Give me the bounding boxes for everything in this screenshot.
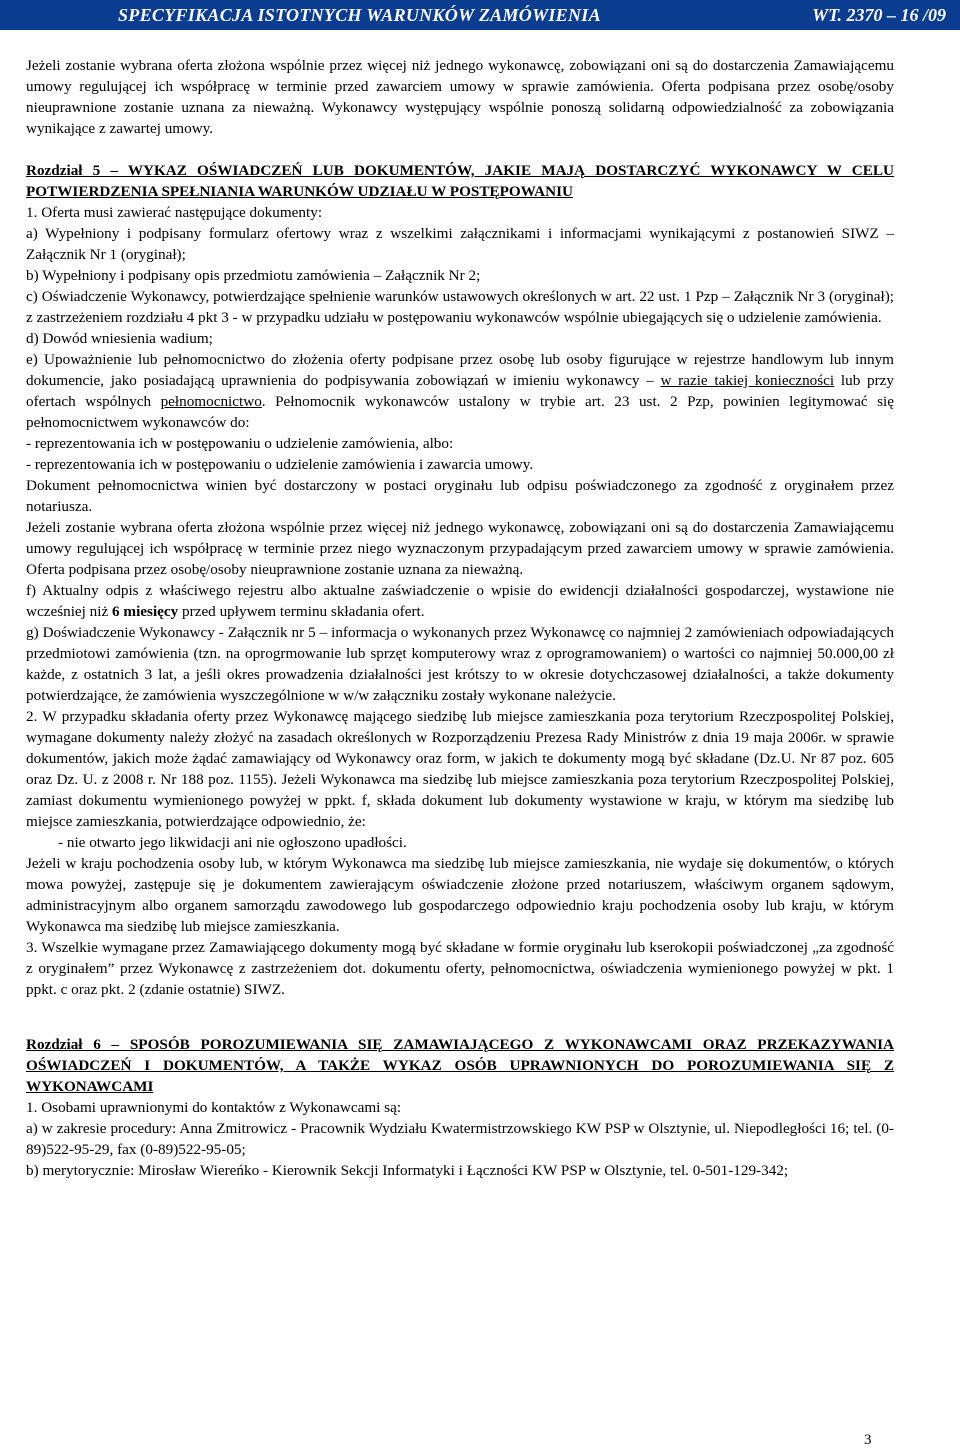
- section-5-heading: Rozdział 5 – WYKAZ OŚWIADCZEŃ LUB DOKUMENTÓW, JAKIE MAJĄ DOSTARCZYĆ WYKONAWCY W CELU POTWIERDZENIA SPEŁNIANIA WARUNKÓW UDZIAŁU W POSTĘPOWANIU: [26, 162, 894, 200]
- section-5-item-a: a) Wypełniony i podpisany formularz ofertowy wraz z wszelkimi załącznikami i informacjami wynikającymi z postanowień SIWZ – Załącznik Nr 1 (oryginał);: [26, 225, 894, 263]
- item-f-text-2: przed upływem terminu składania ofert.: [178, 603, 425, 620]
- item-e-dash-1: - reprezentowania ich w postępowaniu o udzielenie zamówienia, albo:: [26, 435, 454, 452]
- section-5-item-f: [26, 580, 894, 622]
- section-6-item-a: a) w zakresie procedury: Anna Zmitrowicz - Pracownik Wydziału Kwatermistrzowskiego KW PSP w Olsztynie, ul. Niepodległości 16; tel. (0-89)522-95-29, fax (0-89)522-95-05;: [26, 1120, 894, 1158]
- header-title: SPECYFIKACJA ISTOTNYCH WARUNKÓW ZAMÓWIENIA: [118, 5, 601, 25]
- document-header: [0, 0, 960, 30]
- section-5-item-e: [26, 349, 894, 433]
- section-6-item-1: 1. Osobami uprawnionymi do kontaktów z Wykonawcami są:: [26, 1099, 402, 1116]
- intro-paragraph: Jeżeli zostanie wybrana oferta złożona wspólnie przez więcej niż jednego wykonawcę, zobowiązani oni są do dostarczenia Zamawiającemu umowy regulującej ich współpracę w terminie przed zawarciem umowy w sprawie zamówienia. Oferta podpisana przez osobę/osoby nieuprawnione zostanie uznana za nieważną. Wykonawcy występujący wspólnie ponoszą solidarną odpowiedzialność za zobowiązania wynikające z zawartej umowy.: [26, 57, 894, 137]
- section-6-item-b: b) merytorycznie: Mirosław Wiereńko - Kierownik Sekcji Informatyki i Łączności KW PSP w Olsztynie, tel. 0-501-129-342;: [26, 1162, 789, 1179]
- section-5-item-b: b) Wypełniony i podpisany opis przedmiotu zamówienia – Załącznik Nr 2;: [26, 267, 481, 284]
- page-number: 3: [864, 1432, 872, 1448]
- section-6-heading: Rozdział 6 – SPOSÓB POROZUMIEWANIA SIĘ ZAMAWIAJĄCEGO Z WYKONAWCAMI ORAZ PRZEKAZYWANIA OŚWIADCZEŃ I DOKUMENTÓW, A TAKŻE WYKAZ OSÓB UPRAWNIONYCH DO POROZUMIEWANIA SIĘ Z WYKONAWCAMI: [26, 1036, 894, 1095]
- section-5-item-d: d) Dowód wniesienia wadium;: [26, 330, 213, 347]
- header-reference: WT. 2370 – 16 /09: [812, 5, 946, 25]
- item-e-joint-offer-note: Jeżeli zostanie wybrana oferta złożona wspólnie przez więcej niż jednego wykonawcę, zobowiązani oni są do dostarczenia Zamawiającemu umowy regulującej ich współpracę w terminie przez niego wyznaczonym przypadającym przed zawarciem umowy w sprawie zamówienia. Oferta podpisana przez osobę/osoby nieuprawnione zostanie uznana za nieważną.: [26, 519, 894, 578]
- item-e-text-2: lub przy ofertach wspólnych: [26, 372, 895, 410]
- item-f-text-1: f) Aktualny odpis z właściwego rejestru albo aktualne zaświadczenie o wpisie do ewidencji działalności gospodarczej, wystawione nie wcześniej niż: [26, 582, 894, 620]
- item-2-continuation: Jeżeli w kraju pochodzenia osoby lub, w którym Wykonawca ma siedzibę lub miejsce zamieszkania, nie wydaje się dokumentów, o których mowa powyżej, zastępuje się je dokumentem zawierającym oświadczenie złożone przed notariuszem, właściwym organem sądowym, administracyjnym albo organem samorządu zawodowego lub gospodarczego odpowiednio kraju pochodzenia osoby lub kraju, w którym Wykonawca ma siedzibę lub miejsce zamieszkania.: [26, 855, 894, 935]
- item-2-dash: - nie otwarto jego likwidacji ani nie ogłoszono upadłości.: [58, 834, 407, 851]
- section-5-item-c: c) Oświadczenie Wykonawcy, potwierdzające spełnienie warunków ustawowych określonych w art. 22 ust. 1 Pzp – Załącznik Nr 3 (oryginał); z zastrzeżeniem rozdziału 4 pkt 3 - w przypadku udziału w postępowaniu wykonawców wspólnie ubiegających się o udzielenie zamówienia.: [26, 288, 894, 326]
- section-5-item-g: g) Doświadczenie Wykonawcy - Załącznik nr 5 – informacja o wykonanych przez Wykonawcę co najmniej 2 zamówieniach odpowiadających przedmiotowi zamówienia (tzn. na oprogrmowanie lub sprzęt komputerowy wraz z oprogramowaniem) o wartości co najmniej 50.000,00 zł każde, z ostatnich 3 lat, a jeśli okres prowadzenia działalności jest krótszy to w okresie dotychczasowej działalności, a także dokumenty potwierdzające, że zamówienia wyszczególnione w w/w załączniku zostały wykonane należycie.: [26, 624, 894, 704]
- item-e-dash-2: - reprezentowania ich w postępowaniu o udzielenie zamówienia i zawarcia umowy.: [26, 456, 534, 473]
- item-e-text-3: . Pełnomocnik wykonawców ustalony w trybie art. 23 ust. 2 Pzp, powinien legitymować się pełnomocnictwem wykonawców do:: [26, 393, 894, 431]
- item-e-document-note: Dokument pełnomocnictwa winien być dostarczony w postaci oryginału lub odpisu poświadczonego za zgodność z oryginałem przez notariusza.: [26, 477, 894, 515]
- section-5-item-3: 3. Wszelkie wymagane przez Zamawiającego dokumenty mogą być składane w formie oryginału lub kserokopii poświadczonej „za zgodność z oryginałem” przez Wykonawcę z zastrzeżeniem dot. dokumentu oferty, pełnomocnictwa, oświadczenia wymienionego powyżej w pkt. 1 ppkt. c oraz pkt. 2 (zdanie ostatnie) SIWZ.: [26, 939, 894, 998]
- item-e-underline-1: w razie takiej konieczności: [660, 372, 835, 389]
- document-body: [26, 55, 894, 1181]
- section-5-item-1: 1. Oferta musi zawierać następujące dokumenty:: [26, 204, 323, 221]
- item-e-text-1: e) Upoważnienie lub pełnomocnictwo do złożenia oferty podpisane przez osobę lub osoby figurujące w rejestrze handlowym lub innym dokumencie, jako posiadającą uprawnienia do podpisywania zobowiązań w imieniu wykonawcy –: [26, 351, 894, 389]
- section-5-item-2: 2. W przypadku składania oferty przez Wykonawcę mającego siedzibę lub miejsce zamieszkania poza terytorium Rzeczpospolitej Polskiej, wymagane dokumenty należy złożyć na zasadach określonych w Rozporządzeniu Prezesa Rady Ministrów z dnia 19 maja 2006r. w sprawie dokumentów, jakich może żądać zamawiający od Wykonawcy oraz form, w jakich te dokumenty mogą być składane (Dz.U. Nr 87 poz. 605 oraz Dz. U. z 2008 r. Nr 188 poz. 1155). Jeżeli Wykonawca ma siedzibę lub miejsce zamieszkania poza terytorium Rzeczpospolitej Polskiej, zamiast dokumentu wymienionego powyżej w ppkt. f, składa dokument lub dokumenty wystawione w kraju, w którym ma siedzibę lub miejsce zamieszkania, potwierdzające odpowiednio, że:: [26, 708, 894, 830]
- item-f-bold: 6 miesięcy: [112, 603, 179, 620]
- item-e-underline-2: pełnomocnictwo: [160, 393, 262, 410]
